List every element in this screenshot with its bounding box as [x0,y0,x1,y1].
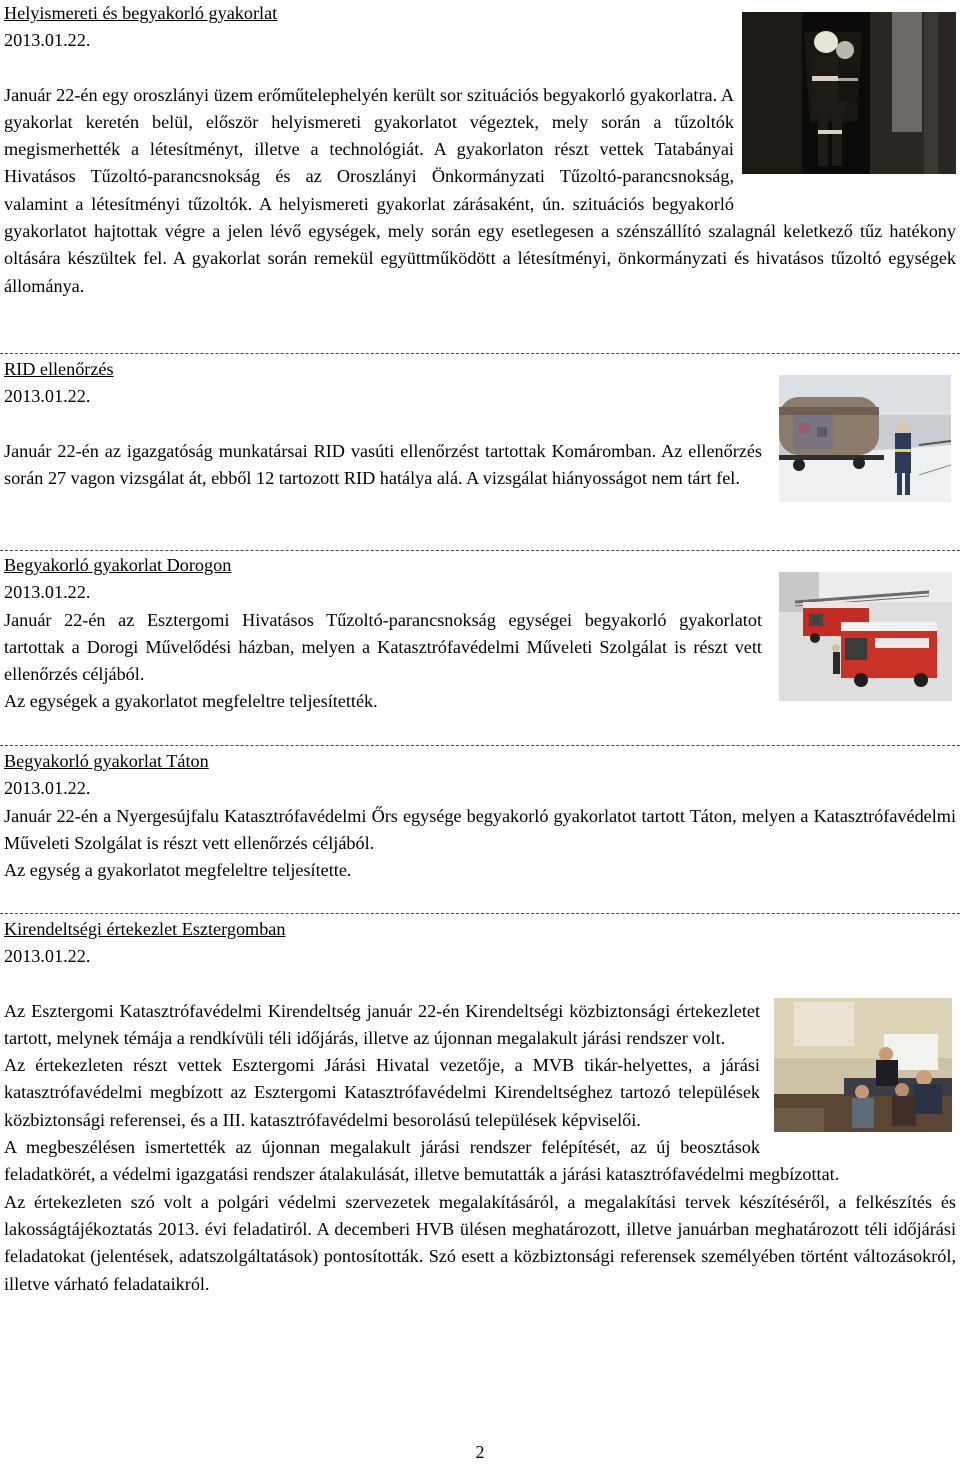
article-5-body [4,998,956,1298]
article-5-paragraph-1: Az Esztergomi Katasztrófavédelmi Kirendeltség január 22-én Kirendeltségi közbiztonsági értekezletet tartott, melynek témája a rendkívüli téli időjárás, illetve az újonnan megalakult járási rendszer volt. [4,1000,760,1048]
rail-tank-wagon-photo [779,375,951,502]
article-5-date: 2013.01.22. [4,946,91,967]
article-4-title[interactable]: Begyakorló gyakorlat Táton [4,751,209,771]
article-3 [4,552,762,716]
article-5-paragraph-3: A megbeszélésen ismertették az újonnan megalakult járási rendszer felépítését, az új beosztások feladatkörét, a védelmi igazgatási rendszer átalakulását, illetve bemutatták a járási katasztrófavédelmi megbízottat. [4,1137,840,1185]
article-4-date: 2013.01.22. [4,778,91,799]
article-5-paragraph-2: Az értekezleten részt vettek Esztergomi Járási Hivatal vezetője, a MVB tikár-helyettes, a járási katasztrófavédelmi megbízott az Esztergomi Katasztrófavédelmi Kirendeltséghez tartozó települések közbiztonsági referensei, és a III. katasztrófavédelmi besorolású települések képviselői. [4,1055,760,1130]
separator-3 [0,745,960,746]
article-3-title[interactable]: Begyakorló gyakorlat Dorogon [4,555,232,575]
article-1 [4,0,956,300]
article-3-date: 2013.01.22. [4,582,91,603]
article-2 [4,356,762,492]
article-1-title[interactable]: Helyismereti és begyakorló gyakorlat [4,3,278,23]
article-3-paragraph-1: Január 22-én az Esztergomi Hivatásos Tűzoltó-parancsnokság egységei begyakorló gyakorlatot tartottak a Dorogi Művelődési házban, melyen a Katasztrófavédelmi Műveleti Szolgálat is részt vett ellenőrzés céljából. [4,609,762,685]
article-5-paragraph-4: Az értekezleten szó volt a polgári védelmi szervezetek megalakításáról, a megalakítási tervek készítéséről, a felkészítés és lakosságtájékoztatás 2013. évi feladatiról. A decemberi HVB ülésen meghatározott, illetve januárban meghatározott téli időjárási feladatokat (jelentések, adatszolgáltatások) pontosították. Szó esett a közbiztonsági referensek személyében történt változásokról, illetve várható feladataikról. [4,1191,956,1294]
page-number: 2 [475,1442,485,1462]
article-3-paragraph-2: Az egységek a gyakorlatot megfeleltre teljesítették. [4,691,378,712]
article-2-paragraph: Január 22-én az igazgatóság munkatársai RID vasúti ellenőrzést tartottak Komáromban. Az ellenőrzés során 27 vagon vizsgálat át, ebből 12 tartozott RID hatálya alá. A vizsgálat hiányosságot nem tárt fel. [4,440,762,488]
article-4-paragraph-2: Az egység a gyakorlatot megfeleltre teljesítette. [4,860,352,881]
article-1-paragraph: Január 22-én egy oroszlányi üzem erőműtelephelyén került sor szituációs begyakorló gyakorlatra. A gyakorlat keretén belül, először helyismereti gyakorlatot végeztek, mely során a tűzoltók megismerhették a létesítményt, illetve a technológiát. A gyakorlaton részt vettek Tatabányai Hivatásos Tűzoltó-parancsnokság és az Oroszlányi Önkormányzati Tűzoltó-parancsnokság, valamint a létesítményi tűzoltók. A helyismereti gyakorlat zárásaként, ún. szituációs begyakorló gyakorlatot hajtottak végre a jelen lévő egységek, mely során egy esetlegesen a szénszállító szalagnál keletkező tűz hatékony oltására készültek fel. A gyakorlat során remekül együttműködött a létesítményi, önkormányzati és hivatásos tűzoltó egységek állománya. [4,84,956,296]
article-4 [4,748,956,884]
article-4-paragraph-1: Január 22-én a Nyergesújfalu Katasztrófavédelmi Őrs egysége begyakorló gyakorlatot tartott Táton, melyen a Katasztrófavédelmi Műveleti Szolgálat is részt vett ellenőrzés céljából. [4,805,956,853]
separator-2 [0,550,960,551]
article-2-date: 2013.01.22. [4,386,91,407]
article-5 [4,916,956,1298]
article-1-body [4,82,956,300]
article-5-title[interactable]: Kirendeltségi értekezlet Esztergomban [4,919,286,939]
article-2-title[interactable]: RID ellenőrzés [4,359,114,379]
separator-4 [0,913,960,914]
separator-1 [0,353,960,354]
article-1-date: 2013.01.22. [4,30,91,51]
fire-trucks-photo [779,572,952,701]
